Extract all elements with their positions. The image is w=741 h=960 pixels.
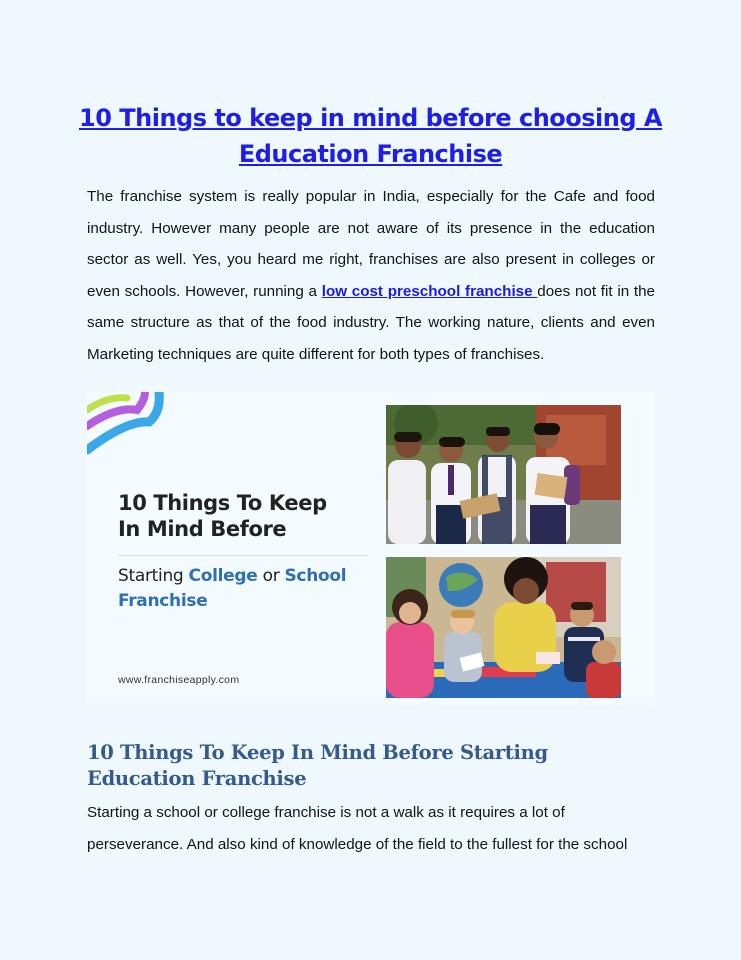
intro-text-after-link: does not fit in the same structure as that of the food industry. The working nature, clients and even Marketing techniques are quite different for both types of franchises. xyxy=(87,282,655,363)
brand-wave-logo-icon xyxy=(87,392,167,467)
intro-paragraph xyxy=(87,181,655,370)
banner-divider xyxy=(118,555,368,556)
banner-heading-line-1: 10 Things To Keep xyxy=(118,491,327,515)
banner-sub-franchise: Franchise xyxy=(118,591,208,611)
banner-sub-prefix: Starting xyxy=(118,566,189,586)
intro-text-before-link: The franchise system is really popular in India, especially for the Cafe and food industry. However many people are not aware of its presence in the education sector as well. Yes, you heard me right, franchises are also present in colleges or even schools. However, running a xyxy=(87,188,655,300)
banner-website-url: www.franchiseapply.com xyxy=(118,674,240,686)
banner-sub-or: or xyxy=(257,566,285,586)
banner-heading-line-2: In Mind Before xyxy=(118,517,287,541)
title-link[interactable] xyxy=(79,104,662,168)
section-heading: 10 Things To Keep In Mind Before Starting Education Franchise xyxy=(87,741,548,790)
title-line-2: Education Franchise xyxy=(238,140,503,168)
article-banner-image xyxy=(87,392,655,705)
preschool-franchise-link[interactable]: low cost preschool franchise xyxy=(321,282,538,300)
section-paragraph: Starting a school or college franchise is not a walk as it requires a lot of perseverance. And also kind of knowledge of the field to the fullest for the school xyxy=(87,804,628,853)
title-line-1: 10 Things to keep in mind before choosing A xyxy=(79,104,662,132)
banner-heading xyxy=(118,490,327,542)
banner-sub-school: School xyxy=(284,566,347,586)
students-photo xyxy=(386,405,621,544)
page-title xyxy=(60,100,681,172)
banner-sub-college: College xyxy=(188,566,258,586)
banner-subheading xyxy=(118,564,346,614)
classroom-children-photo xyxy=(386,557,621,698)
